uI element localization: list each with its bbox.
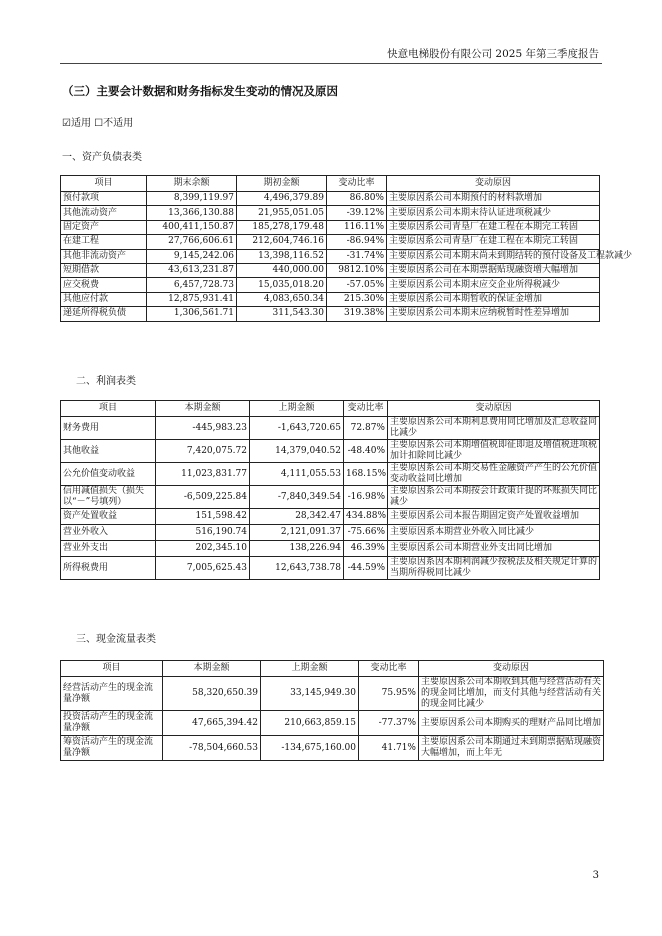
cell-change-ratio: 86.80% (327, 192, 387, 206)
table-header-row (61, 176, 600, 192)
cell-change-ratio: -16.98% (344, 486, 388, 509)
cell-amount-a: 516,190.74 (156, 525, 250, 541)
balance-sheet-table (60, 175, 633, 322)
cell-amount-b: 210,663,859.15 (261, 711, 359, 736)
cell-reason: 主要原因系公司本期交易性金融资产产生的公允价值变动收益同比增加 (388, 463, 600, 486)
cell-amount-b: 212,604,746.16 (237, 235, 327, 249)
cell-reason: 主要原因系公司本期通过未到期票据贴现融资大幅增加，而上年无 (419, 736, 604, 761)
cashflow-statement-title: 三、现金流量表类 (76, 634, 156, 645)
cell-amount-b: 2,121,091.37 (250, 525, 344, 541)
col-header-item: 项目 (61, 661, 163, 677)
cell-amount-a: 6,457,728.73 (147, 278, 237, 292)
table-row (61, 736, 604, 761)
cell-amount-a: 27,766,606.61 (147, 235, 237, 249)
col-header-begin-balance: 期初金额 (237, 176, 327, 192)
col-header-end-balance: 期末余额 (147, 176, 237, 192)
cell-amount-a: 47,665,394.42 (163, 711, 261, 736)
cell-amount-a: -6,509,225.84 (156, 486, 250, 509)
cell-item: 经营活动产生的现金流量净额 (61, 677, 163, 711)
table-row (61, 486, 600, 509)
cell-amount-a: 13,366,130.88 (147, 206, 237, 220)
cell-amount-a: 8,399,119.97 (147, 192, 237, 206)
header-rule (60, 63, 602, 64)
cell-change-ratio: 75.95% (359, 677, 419, 711)
col-header-previous: 上期金额 (250, 401, 344, 417)
col-header-change-ratio: 变动比率 (344, 401, 388, 417)
cell-reason: 主要原因系公司本期末待认证进项税减少 (387, 206, 600, 220)
cell-amount-a: 7,420,075.72 (156, 440, 250, 463)
col-header-current: 本期金额 (156, 401, 250, 417)
table-row (61, 440, 600, 463)
applicable-options (62, 114, 133, 129)
cell-change-ratio: 168.15% (344, 463, 388, 486)
cell-item: 递延所得税负债 (61, 307, 147, 321)
table-row (61, 249, 600, 263)
cell-item: 其他非流动资产 (61, 249, 147, 263)
cell-amount-b: 440,000.00 (237, 263, 327, 277)
cell-item: 在建工程 (61, 235, 147, 249)
cell-change-ratio: -48.40% (344, 440, 388, 463)
table-row (61, 263, 600, 277)
col-header-item: 项目 (61, 401, 156, 417)
cell-reason: 主要原因系公司本期购买的理财产品同比增加 (419, 711, 604, 736)
section-title: （三）主要会计数据和财务指标发生变动的情况及原因 (62, 84, 338, 98)
table-row (61, 292, 600, 306)
table-row (61, 557, 600, 580)
cell-item: 财务费用 (61, 417, 156, 440)
table-header-row (61, 661, 604, 677)
cell-change-ratio: 41.71% (359, 736, 419, 761)
cell-change-ratio: 72.87% (344, 417, 388, 440)
cell-item: 短期借款 (61, 263, 147, 277)
cell-change-ratio: -44.59% (344, 557, 388, 580)
applicable-unchecked: ☐不适用 (94, 118, 134, 129)
income-statement-table (60, 400, 600, 580)
cell-change-ratio: -31.74% (327, 249, 387, 263)
col-header-previous: 上期金额 (261, 661, 359, 677)
cell-amount-b: 33,145,949.30 (261, 677, 359, 711)
cell-amount-a: 202,345.10 (156, 541, 250, 557)
table-row (61, 417, 600, 440)
cell-item: 所得税费用 (61, 557, 156, 580)
cell-change-ratio: 116.11% (327, 220, 387, 234)
cell-item: 其他收益 (61, 440, 156, 463)
cell-amount-b: 311,543.30 (237, 307, 327, 321)
table-row (61, 192, 600, 206)
cell-amount-a: 7,005,625.43 (156, 557, 250, 580)
cell-change-ratio: 319.38% (327, 307, 387, 321)
cell-amount-b: 138,226.94 (250, 541, 344, 557)
cell-reason: 主要原因系公司本期营业外支出同比增加 (388, 541, 600, 557)
cell-amount-b: 13,398,116.52 (237, 249, 327, 263)
cell-amount-a: 9,145,242.06 (147, 249, 237, 263)
cell-item: 应交税费 (61, 278, 147, 292)
cell-reason: 主要原因系公司本期收到其他与经营活动有关的现金同比增加，而支付其他与经营活动有关的现金同比减少 (419, 677, 604, 711)
cell-change-ratio: 9812.10% (327, 263, 387, 277)
cell-amount-a: 400,411,150.87 (147, 220, 237, 234)
cell-amount-a: 1,306,561.71 (147, 307, 237, 321)
cell-amount-b: -1,643,720.65 (250, 417, 344, 440)
cell-reason: 主要原因系公司本期暂收的保证金增加 (387, 292, 600, 306)
cell-amount-b: 185,278,179.48 (237, 220, 327, 234)
col-header-item: 项目 (61, 176, 147, 192)
cell-item: 其他应付款 (61, 292, 147, 306)
cashflow-statement-table (60, 660, 604, 761)
col-header-current: 本期金额 (163, 661, 261, 677)
table-header-row (61, 401, 600, 417)
cell-change-ratio: 434.88% (344, 509, 388, 525)
cell-amount-b: 21,955,051.05 (237, 206, 327, 220)
cell-amount-a: 43,613,231.87 (147, 263, 237, 277)
col-header-reason: 变动原因 (419, 661, 604, 677)
cell-amount-a: -445,983.23 (156, 417, 250, 440)
cell-item: 预付款项 (61, 192, 147, 206)
cell-reason: 主要原因系公司本期末应纳税暂时性差异增加 (387, 307, 600, 321)
cell-amount-b: -7,840,349.54 (250, 486, 344, 509)
page-number: 3 (592, 870, 599, 881)
income-statement-title: 二、利润表类 (76, 376, 136, 387)
cell-amount-b: 12,643,738.78 (250, 557, 344, 580)
cell-reason: 主要原因系公司青垦厂在建工程在本期完工转固 (387, 220, 600, 234)
cell-amount-b: 15,035,018.20 (237, 278, 327, 292)
table-row (61, 206, 600, 220)
cell-change-ratio: -86.94% (327, 235, 387, 249)
table-row (61, 509, 600, 525)
cell-change-ratio: -57.05% (327, 278, 387, 292)
cell-amount-a: 12,875,931.41 (147, 292, 237, 306)
cell-amount-b: 4,496,379.89 (237, 192, 327, 206)
col-header-reason: 变动原因 (387, 176, 600, 192)
cell-reason: 主要原因系公司本期利息费用同比增加及汇总收益同比减少 (388, 417, 600, 440)
cell-amount-b: 4,083,650.34 (237, 292, 327, 306)
cell-change-ratio: -39.12% (327, 206, 387, 220)
cell-amount-b: 28,342.47 (250, 509, 344, 525)
cell-change-ratio: 215.30% (327, 292, 387, 306)
cell-reason: 主要原因系本期营业外收入同比减少 (388, 525, 600, 541)
applicable-checked: ☑适用 (62, 118, 91, 129)
cell-reason: 主要原因系公司本报告期固定资产处置收益增加 (388, 509, 600, 525)
cell-item: 其他流动资产 (61, 206, 147, 220)
cell-reason: 主要原因系公司本期预付的材料款增加 (387, 192, 600, 206)
cell-reason: 主要原因系公司青垦厂在建工程在本期完工转固 (387, 235, 600, 249)
cell-item: 投资活动产生的现金流量净额 (61, 711, 163, 736)
balance-sheet-title: 一、资产负债表类 (62, 152, 142, 163)
col-header-change-ratio: 变动比率 (359, 661, 419, 677)
cell-item: 营业外收入 (61, 525, 156, 541)
cell-item: 资产处置收益 (61, 509, 156, 525)
cell-amount-a: 11,023,831.77 (156, 463, 250, 486)
table-row (61, 711, 604, 736)
cell-amount-a: -78,504,660.53 (163, 736, 261, 761)
cell-item: 公允价值变动收益 (61, 463, 156, 486)
cell-reason: 主要原因系公司本期增值税即征即退及增值税进项税加计扣除同比减少 (388, 440, 600, 463)
col-header-change-ratio: 变动比率 (327, 176, 387, 192)
cell-change-ratio: 46.39% (344, 541, 388, 557)
cell-item: 筹资活动产生的现金流量净额 (61, 736, 163, 761)
cell-amount-b: -134,675,160.00 (261, 736, 359, 761)
cell-change-ratio: -75.66% (344, 525, 388, 541)
cell-amount-b: 4,111,055.53 (250, 463, 344, 486)
cell-change-ratio: -77.37% (359, 711, 419, 736)
table-row (61, 677, 604, 711)
table-row (61, 463, 600, 486)
table-row (61, 525, 600, 541)
page-header-title: 快意电梯股份有限公司 2025 年第三季度报告 (387, 48, 599, 60)
col-header-reason: 变动原因 (388, 401, 600, 417)
cell-amount-a: 151,598.42 (156, 509, 250, 525)
cell-reason: 主要原因系公司本期按会计政策计提的坏账损失同比减少 (388, 486, 600, 509)
cell-item: 信用减值损失（损失以“－”号填列） (61, 486, 156, 509)
cell-item: 固定资产 (61, 220, 147, 234)
cell-amount-a: 58,320,650.39 (163, 677, 261, 711)
table-row (61, 541, 600, 557)
cell-reason: 主要原因系公司在本期票据贴现融资增大幅增加 (387, 263, 600, 277)
cell-amount-b: 14,379,040.52 (250, 440, 344, 463)
table-row (61, 220, 600, 234)
table-row (61, 278, 600, 292)
cell-reason: 主要原因系因本期利润减少按税法及相关规定计算的当期所得税同比减少 (388, 557, 600, 580)
cell-item: 营业外支出 (61, 541, 156, 557)
table-row (61, 307, 600, 321)
cell-reason: 主要原因系公司本期末尚未到期结转的预付设备及工程款减少 (387, 249, 600, 263)
table-row (61, 235, 600, 249)
cell-reason: 主要原因系公司本期末应交企业所得税减少 (387, 278, 600, 292)
